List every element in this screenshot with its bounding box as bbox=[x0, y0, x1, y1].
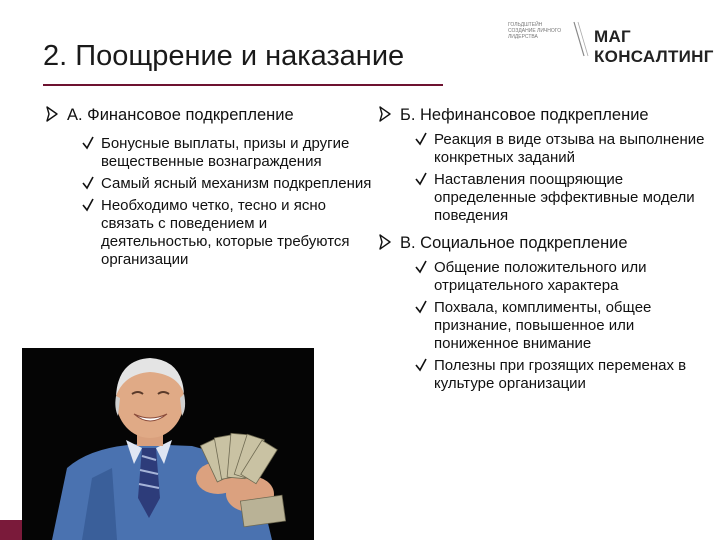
right-column bbox=[378, 105, 708, 401]
businessman-photo bbox=[22, 348, 314, 540]
nonfinancial-list bbox=[414, 131, 708, 225]
check-icon bbox=[414, 132, 428, 146]
list-item bbox=[81, 197, 375, 269]
check-icon bbox=[81, 198, 95, 212]
list-item-text: Самый ясный механизм подкрепления bbox=[101, 175, 372, 192]
check-icon bbox=[414, 358, 428, 372]
arrow-bullet-icon bbox=[378, 106, 392, 122]
man-with-money-illustration bbox=[22, 348, 314, 540]
bullet-social bbox=[378, 233, 708, 253]
bullet-financial bbox=[45, 105, 375, 125]
bullet-heading: А. Финансовое подкрепление bbox=[67, 106, 294, 124]
financial-list bbox=[81, 135, 375, 269]
bullet-nonfinancial bbox=[378, 105, 708, 125]
logo-mark-icon bbox=[570, 20, 590, 58]
list-item-text: Реакция в виде отзыва на выполнение конкретных заданий bbox=[434, 131, 705, 166]
check-icon bbox=[414, 300, 428, 314]
left-column bbox=[45, 105, 375, 269]
title-underline bbox=[43, 84, 443, 86]
list-item bbox=[414, 357, 708, 393]
list-item-text: Наставления поощряющие определенные эффективные модели поведения bbox=[434, 171, 695, 224]
list-item bbox=[414, 131, 708, 167]
check-icon bbox=[414, 172, 428, 186]
logo-name: МАГ КОНСАЛТИНГ bbox=[594, 27, 714, 66]
check-icon bbox=[81, 176, 95, 190]
slide-title: 2. Поощрение и наказание bbox=[43, 40, 405, 72]
company-logo bbox=[508, 20, 714, 66]
logo-tagline: ГОЛЬДШТЕЙН СОЗДАНИЕ ЛИЧНОГО ЛИДЕРСТВА bbox=[508, 22, 562, 40]
list-item bbox=[414, 171, 708, 225]
list-item-text: Бонусные выплаты, призы и другие вещественные вознаграждения bbox=[101, 135, 350, 170]
check-icon bbox=[414, 260, 428, 274]
list-item bbox=[81, 135, 375, 171]
social-list bbox=[414, 259, 708, 393]
list-item-text: Общение положительного или отрицательного характера bbox=[434, 259, 647, 294]
arrow-bullet-icon bbox=[378, 234, 392, 250]
bullet-heading: В. Социальное подкрепление bbox=[400, 234, 628, 252]
bullet-heading: Б. Нефинансовое подкрепление bbox=[400, 106, 649, 124]
list-item bbox=[414, 299, 708, 353]
list-item-text: Необходимо четко, тесно и ясно связать с поведением и деятельностью, которые требуются организации bbox=[101, 197, 350, 268]
footer-accent-bar bbox=[0, 520, 22, 540]
list-item-text: Полезны при грозящих переменах в культуре организации bbox=[434, 357, 687, 392]
list-item-text: Похвала, комплименты, общее признание, повышенное или пониженное внимание bbox=[434, 299, 652, 352]
list-item bbox=[81, 175, 375, 193]
check-icon bbox=[81, 136, 95, 150]
list-item bbox=[414, 259, 708, 295]
arrow-bullet-icon bbox=[45, 106, 59, 122]
